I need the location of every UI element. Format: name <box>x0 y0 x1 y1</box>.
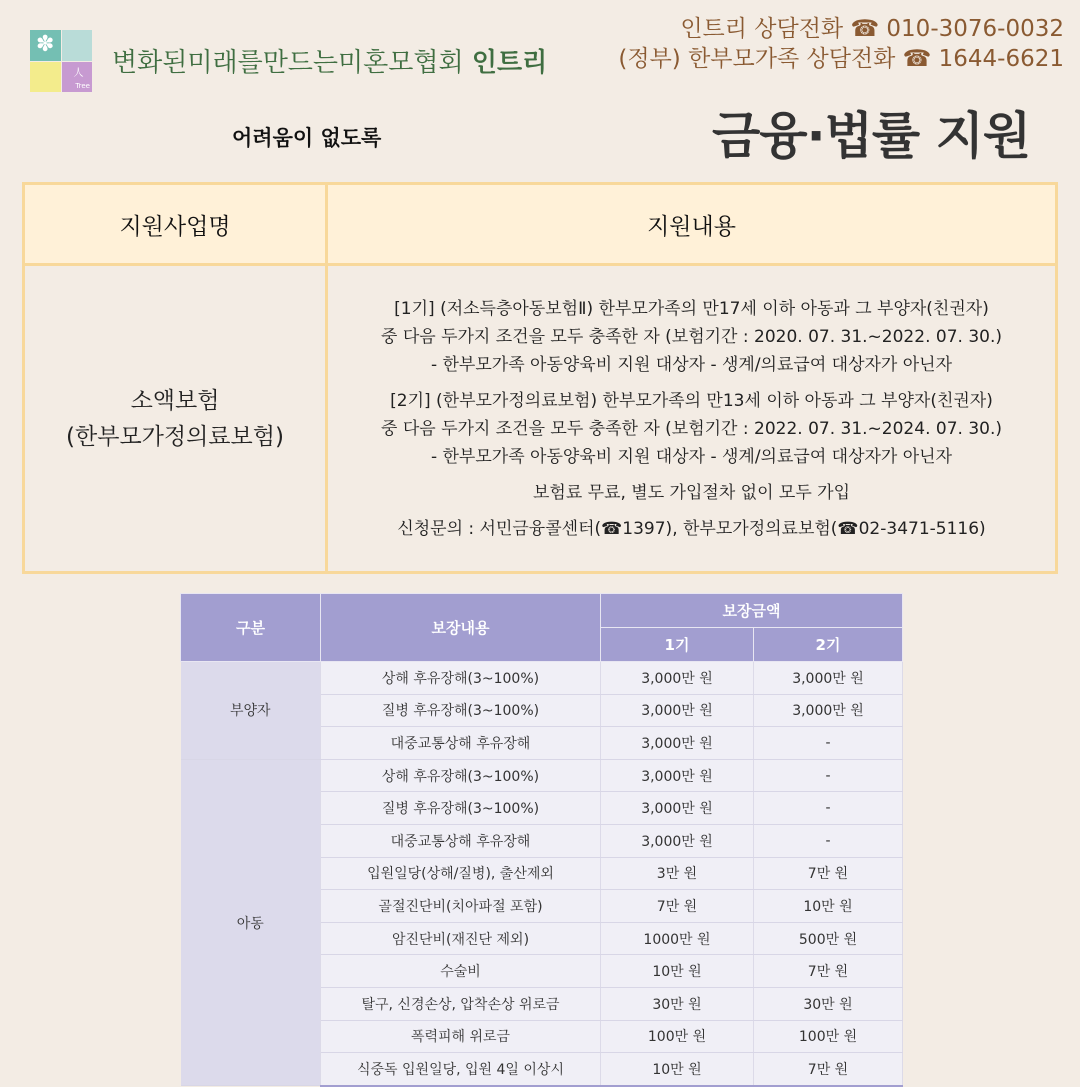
amount-period1: 1000만 원 <box>601 922 754 955</box>
header-coverage-amount: 보장금액 <box>601 594 903 628</box>
org-name <box>112 42 547 79</box>
header-coverage-content: 보장내용 <box>321 594 601 662</box>
support-program-table <box>22 182 1058 574</box>
coverage-item: 상해 후유장해(3~100%) <box>321 662 601 695</box>
amount-period1: 3,000만 원 <box>601 662 754 695</box>
group-guardian: 부양자 <box>181 662 321 760</box>
amount-period1: 10만 원 <box>601 955 754 988</box>
period2-line3: - 한부모가족 아동양육비 지원 대상자 - 생계/의료급여 대상자가 아닌자 <box>430 446 953 467</box>
phone-government: (정부) 한부모가족 상담전화 ☎ 1644-6621 <box>618 46 1064 72</box>
period1-description <box>334 295 1049 379</box>
coverage-item: 상해 후유장해(3~100%) <box>321 759 601 792</box>
amount-period1: 100만 원 <box>601 1020 754 1053</box>
period1-line3: - 한부모가족 아동양육비 지원 대상자 - 생계/의료급여 대상자가 아닌자 <box>430 354 953 375</box>
amount-period1: 10만 원 <box>601 1053 754 1086</box>
tagline: 어려움이 없도록 <box>232 126 382 150</box>
header-period1: 1기 <box>601 628 754 662</box>
amount-period2: - <box>754 824 903 857</box>
amount-period2: 100만 원 <box>754 1020 903 1053</box>
program-name-cell <box>24 265 327 573</box>
amount-period1: 7만 원 <box>601 890 754 923</box>
amount-period2: 7만 원 <box>754 955 903 988</box>
tree-icon: ✽ <box>36 32 55 57</box>
header-program-content: 지원내용 <box>327 184 1057 265</box>
amount-period2: 3,000만 원 <box>754 662 903 695</box>
amount-period2: 30만 원 <box>754 987 903 1020</box>
group-child: 아동 <box>181 759 321 1085</box>
coverage-item: 질병 후유장해(3~100%) <box>321 792 601 825</box>
logo-teal-quadrant <box>62 30 93 61</box>
main-table-header-row <box>24 184 1057 265</box>
amount-period1: 3,000만 원 <box>601 727 754 760</box>
amount-period2: 3,000만 원 <box>754 694 903 727</box>
coverage-item: 대중교통상해 후유장해 <box>321 727 601 760</box>
logo-purple-quadrant <box>62 62 93 93</box>
coverage-item: 암진단비(재진단 제외) <box>321 922 601 955</box>
amount-period2: 500만 원 <box>754 922 903 955</box>
phone-intree: 인트리 상담전화 ☎ 010-3076-0032 <box>680 16 1064 42</box>
amount-period1: 3,000만 원 <box>601 759 754 792</box>
table-row <box>181 662 903 695</box>
org-brand: 인트리 <box>471 48 548 78</box>
amount-period1: 3,000만 원 <box>601 792 754 825</box>
header-period2: 2기 <box>754 628 903 662</box>
org-prefix: 변화된미래를만드는미혼모협회 <box>112 48 472 78</box>
coverage-item: 수술비 <box>321 955 601 988</box>
period2-line1: [2기] (한부모가정의료보험) 한부모가족의 만13세 이하 아동과 그 부양자(친권자) <box>390 390 993 411</box>
amount-period1: 3,000만 원 <box>601 694 754 727</box>
coverage-table <box>180 593 903 1087</box>
coverage-item: 탈구, 신경손상, 압착손상 위로금 <box>321 987 601 1020</box>
coverage-item: 골절진단비(치아파절 포함) <box>321 890 601 923</box>
period2-description <box>334 387 1049 471</box>
coverage-item: 폭력피해 위로금 <box>321 1020 601 1053</box>
coverage-item: 질병 후유장해(3~100%) <box>321 694 601 727</box>
amount-period1: 3,000만 원 <box>601 824 754 857</box>
contact-phones <box>618 14 1064 74</box>
amount-period2: 10만 원 <box>754 890 903 923</box>
coverage-item: 입원일당(상해/질병), 출산제외 <box>321 857 601 890</box>
amount-period1: 3만 원 <box>601 857 754 890</box>
header-category: 구분 <box>181 594 321 662</box>
logo-mark: 人 <box>73 67 84 79</box>
header-program-name: 지원사업명 <box>24 184 327 265</box>
amount-period1: 30만 원 <box>601 987 754 1020</box>
amount-period2: - <box>754 727 903 760</box>
coverage-item: 대중교통상해 후유장해 <box>321 824 601 857</box>
program-content-cell <box>327 265 1057 573</box>
premium-note: 보험료 무료, 별도 가입절차 없이 모두 가입 <box>532 482 850 503</box>
amount-period2: - <box>754 759 903 792</box>
amount-period2: - <box>754 792 903 825</box>
amount-period2: 7만 원 <box>754 857 903 890</box>
period1-line2: 중 다음 두가지 조건을 모두 충족한 자 (보험기간 : 2020. 07. 31.~2022. 07. 30.) <box>381 326 1002 347</box>
amount-period2: 7만 원 <box>754 1053 903 1086</box>
page-title: 금융·법률 지원 <box>712 107 1031 165</box>
period2-line2: 중 다음 두가지 조건을 모두 충족한 자 (보험기간 : 2022. 07. 31.~2024. 07. 30.) <box>381 418 1002 439</box>
intree-logo <box>30 30 92 92</box>
program-name: 소액보험 <box>130 387 220 414</box>
logo-yellow-quadrant <box>30 62 61 93</box>
logo-text: Tree <box>75 82 90 90</box>
period1-line1: [1기] (저소득층아동보험Ⅱ) 한부모가족의 만17세 이하 아동과 그 부양자(친권자) <box>394 298 989 319</box>
inquiry-info: 신청문의 : 서민금융콜센터(☎1397), 한부모가정의료보험(☎02-3471-5116) <box>397 518 986 539</box>
main-table-row <box>24 265 1057 573</box>
table-row <box>181 759 903 792</box>
logo-tree-quadrant <box>30 30 61 61</box>
coverage-item: 식중독 입원일당, 입원 4일 이상시 <box>321 1053 601 1086</box>
program-subname: (한부모가정의료보험) <box>66 423 284 450</box>
